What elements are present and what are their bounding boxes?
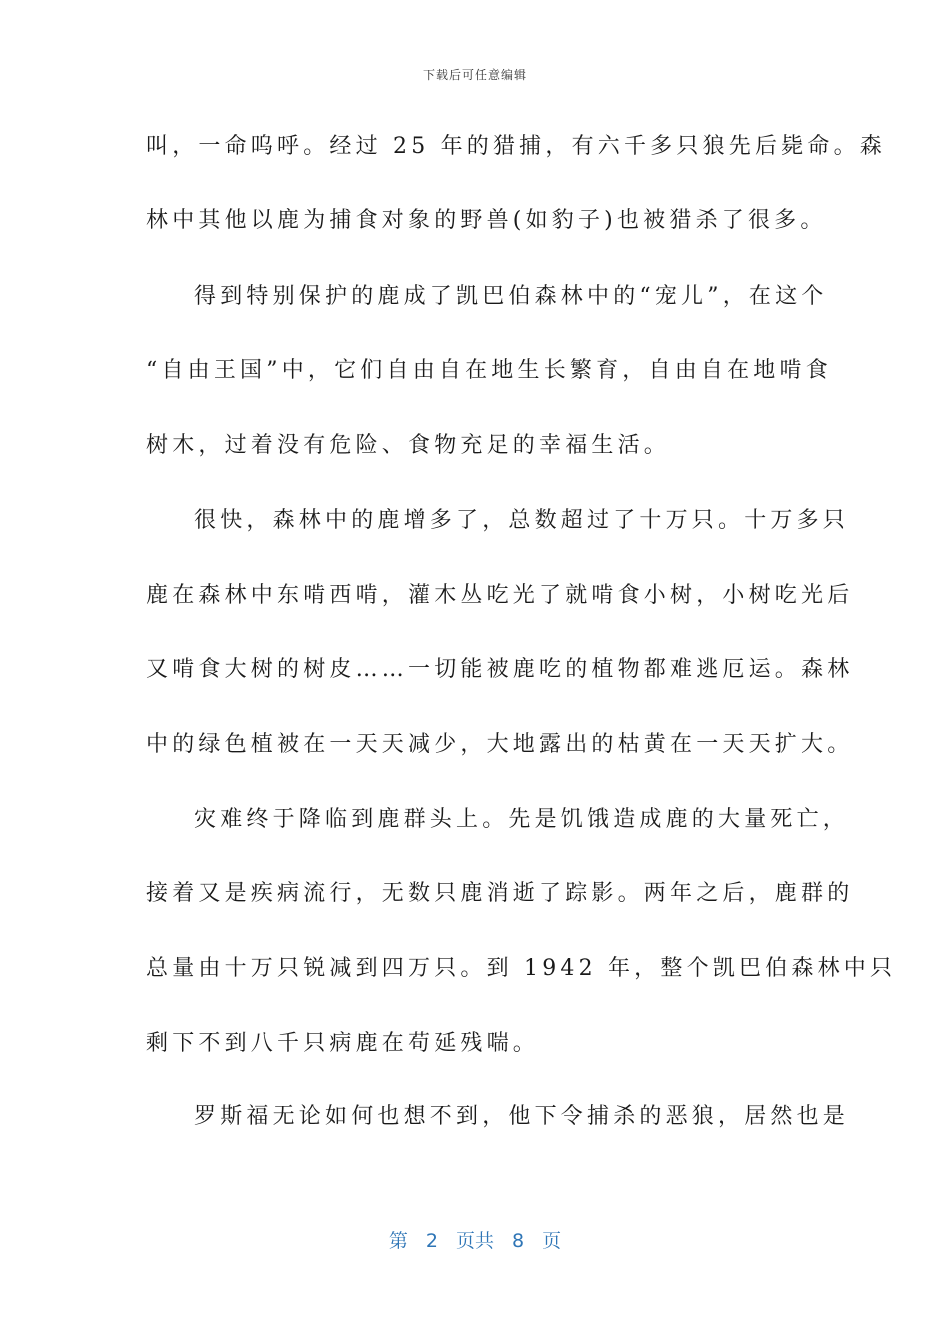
text-line-8: 又啃食大树的树皮……一切能被鹿吃的植物都难逃厄运。森林 [146,657,854,682]
text-line-10: 灾难终于降临到鹿群头上。先是饥饿造成鹿的大量死亡， [194,807,850,832]
text-line-4: “自由王国”中，它们自由自在地生长繁育，自由自在地啃食 [146,358,832,383]
text-line-2: 林中其他以鹿为捕食对象的野兽(如豹子)也被猎杀了很多。 [146,208,827,233]
text-line-13: 剩下不到八千只病鹿在苟延残喘。 [146,1031,540,1056]
footer-total-pages: 8 [512,1230,525,1252]
text-line-1: 叫，一命呜呼。经过 25 年的猎捕，有六千多只狼先后毙命。森 [146,134,886,159]
text-line-5: 树木，过着没有危险、食物充足的幸福生活。 [146,433,671,458]
text-line-3: 得到特别保护的鹿成了凯巴伯森林中的“宠儿”，在这个 [194,284,828,309]
footer-page-number: 2 [425,1230,438,1252]
text-line-6: 很快，森林中的鹿增多了，总数超过了十万只。十万多只 [194,508,850,533]
footer-middle: 页共 [455,1230,494,1252]
text-line-12: 总量由十万只锐减到四万只。到 1942 年，整个凯巴伯森林中只 [146,956,897,981]
page-header: 下载后可任意编辑 [422,68,527,82]
footer-prefix: 第 [388,1230,408,1252]
page-footer [0,1226,950,1253]
footer-suffix: 页 [542,1230,562,1252]
text-line-7: 鹿在森林中东啃西啃，灌木丛吃光了就啃食小树，小树吃光后 [146,583,854,608]
text-line-11: 接着又是疾病流行，无数只鹿消逝了踪影。两年之后，鹿群的 [146,881,854,906]
text-line-14: 罗斯福无论如何也想不到，他下令捕杀的恶狼，居然也是 [194,1104,850,1129]
text-line-9: 中的绿色植被在一天天减少，大地露出的枯黄在一天天扩大。 [146,732,854,757]
